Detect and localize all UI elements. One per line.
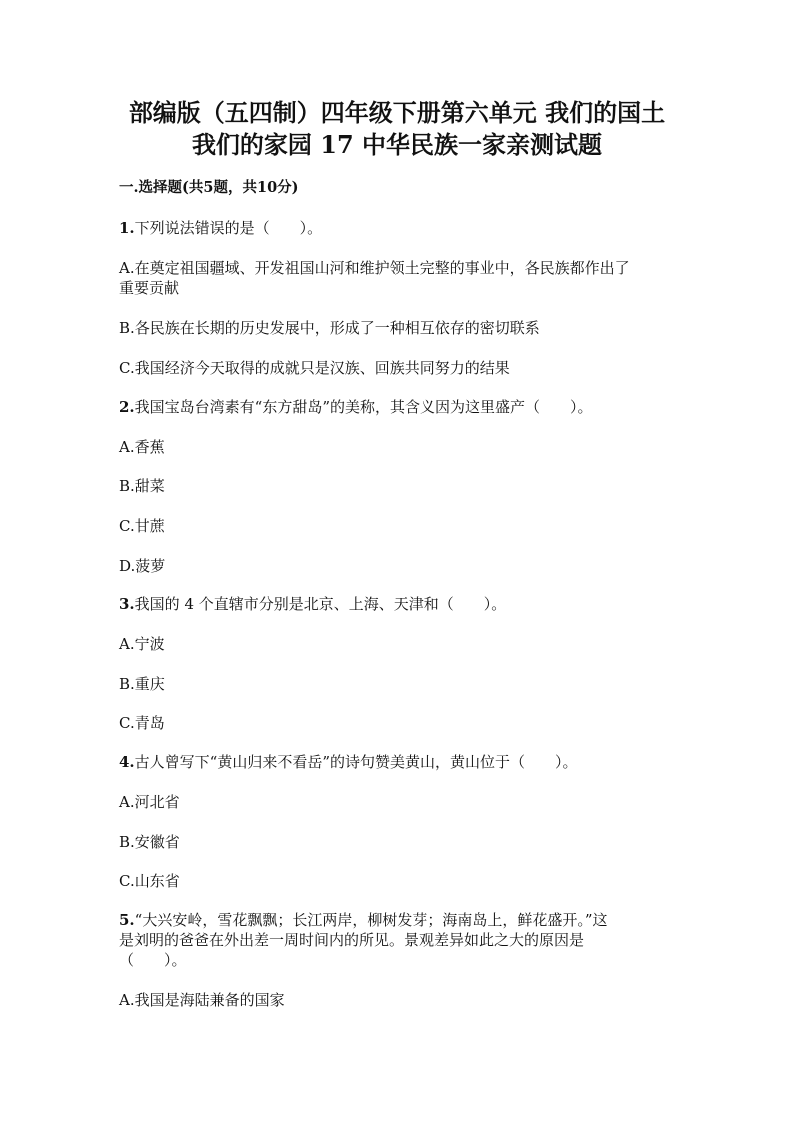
option-c: C.我国经济今天取得的成就只是汉族、回族共同努力的结果	[119, 359, 510, 377]
option-b: B.安徽省	[119, 833, 180, 851]
question-stem: 我国宝岛台湾素有“东方甜岛”的美称，其含义因为这里盛产（ ）。	[134, 398, 593, 416]
question-number: 2.	[119, 398, 135, 416]
question-stem-line-1: “大兴安岭，雪花飘飘；长江两岸，柳树发芽；海南岛上，鲜花盛开。”这	[134, 911, 608, 929]
question-number: 3.	[119, 595, 135, 613]
option-a: A.在奠定祖国疆域、开发祖国山河和维护领土完整的事业中，各民族都作出了	[119, 259, 630, 277]
question-stem: 我国的 4 个直辖市分别是北京、上海、天津和（ ）。	[134, 595, 507, 613]
question-number: 4.	[119, 753, 135, 771]
document-title-line-1: 部编版（五四制）四年级下册第六单元 我们的国土	[128, 98, 666, 127]
option-c: C.山东省	[119, 872, 180, 890]
question-4	[119, 752, 679, 772]
question-3	[119, 594, 679, 614]
question-number: 5.	[119, 911, 135, 929]
option-a: A.河北省	[119, 793, 180, 811]
question-5	[119, 910, 679, 930]
option-b: B.各民族在长期的历史发展中，形成了一种相互依存的密切联系	[119, 319, 540, 337]
section-heading: 一.选择题(共5题，共10分)	[119, 179, 299, 196]
question-stem: 古人曾写下“黄山归来不看岳”的诗句赞美黄山，黄山位于（ ）。	[134, 753, 578, 771]
option-a: A.香蕉	[119, 438, 165, 456]
option-c: C.青岛	[119, 714, 165, 732]
option-a: A.我国是海陆兼备的国家	[119, 991, 285, 1009]
document-title-line-2: 我们的家园 17 中华民族一家亲测试题	[191, 130, 603, 159]
option-d: D.菠萝	[119, 557, 166, 575]
question-2	[119, 397, 679, 417]
question-stem: 下列说法错误的是（ ）。	[134, 219, 323, 237]
option-b: B.重庆	[119, 675, 165, 693]
question-1	[119, 218, 679, 238]
option-a: A.宁波	[119, 635, 165, 653]
question-stem-line-2: 是刘明的爸爸在外出差一周时间内的所见。景观差异如此之大的原因是	[119, 931, 585, 949]
option-c: C.甘蔗	[119, 517, 165, 535]
question-number: 1.	[119, 219, 135, 237]
question-stem-line-3: （ ）。	[119, 951, 187, 969]
option-b: B.甜菜	[119, 477, 165, 495]
option-a-continuation: 重要贡献	[119, 279, 180, 297]
